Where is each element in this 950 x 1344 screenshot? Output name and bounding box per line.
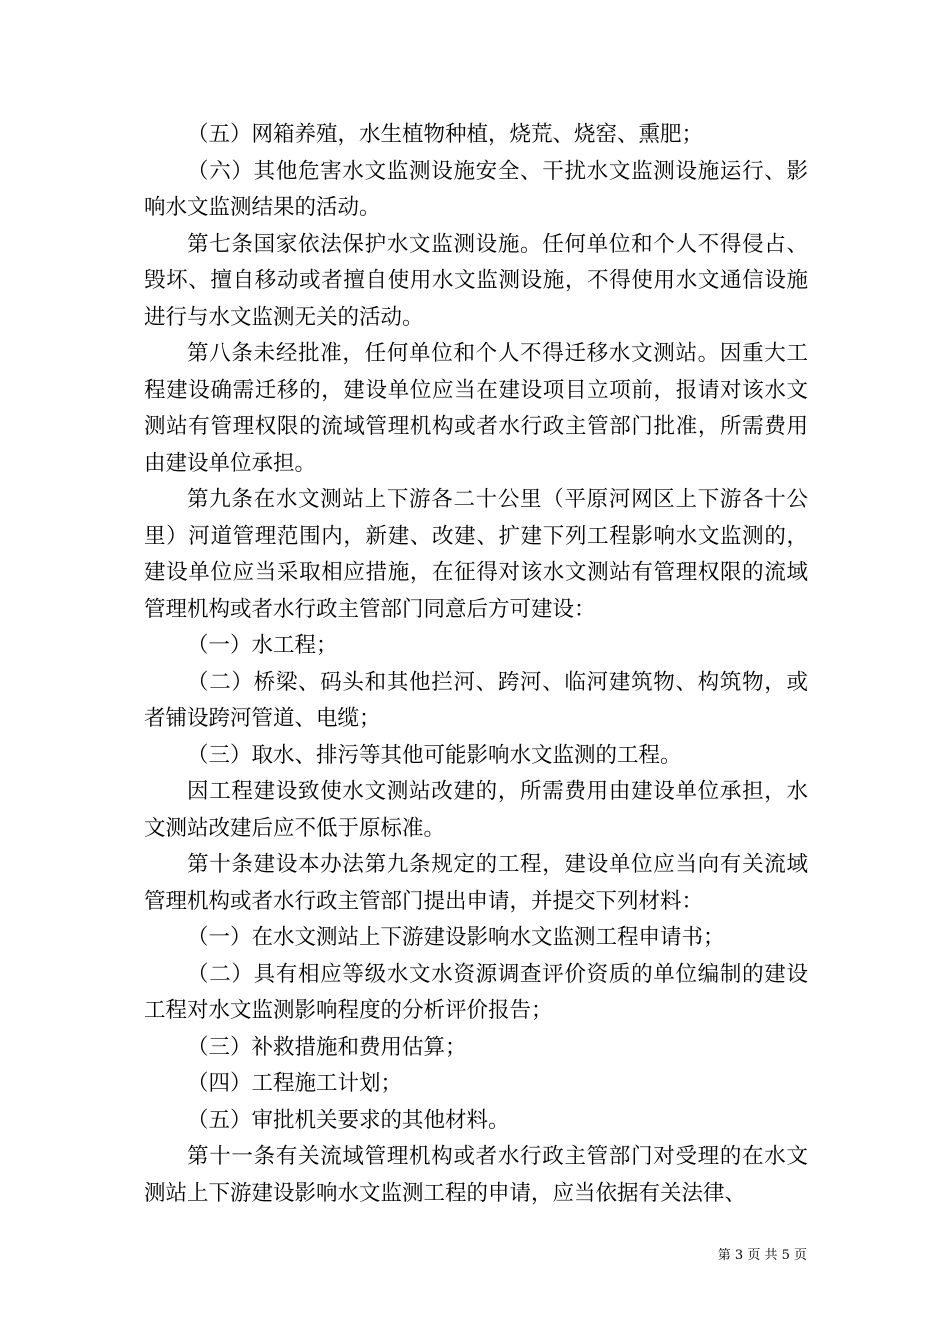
- page-number: 第 3 页 共 5 页: [717, 1248, 807, 1263]
- paragraph: 因工程建设致使水文测站改建的，所需费用由建设单位承担，水文测站改建后应不低于原标准。: [144, 779, 808, 841]
- paragraph: 第七条国家依法保护水文监测设施。任何单位和个人不得侵占、毁坏、擅自移动或者擅自使用水文监测设施，不得使用水文通信设施进行与水文监测无关的活动。: [144, 231, 808, 330]
- paragraph: （二）桥梁、码头和其他拦河、跨河、临河建筑物、构筑物，或者铺设跨河管道、电缆；: [144, 669, 808, 731]
- paragraph: （四）工程施工计划；: [187, 1071, 403, 1096]
- paragraph: （二）具有相应等级水文水资源调查评价资质的单位编制的建设工程对水文监测影响程度的分析评价报告；: [144, 961, 808, 1023]
- paragraph: 第十一条有关流域管理机构或者水行政主管部门对受理的在水文测站上下游建设影响水文监测工程的申请，应当依据有关法律、: [144, 1144, 808, 1206]
- paragraph: （三）取水、排污等其他可能影响水文监测的工程。: [187, 742, 682, 768]
- paragraph: 第八条未经批准，任何单位和个人不得迁移水文测站。因重大工程建设确需迁移的，建设单位应当在建设项目立项前，报请对该水文测站有管理权限的流域管理机构或者水行政主管部门批准，所需费用由建设单位承担。: [144, 341, 808, 476]
- paragraph: （三）补救措施和费用估算；: [187, 1034, 467, 1060]
- paragraph: （五）网箱养殖，水生植物种植，烧荒、烧窑、熏肥；: [187, 122, 704, 147]
- paragraph: （一）在水文测站上下游建设影响水文监测工程申请书；: [187, 925, 725, 950]
- paragraph: 第九条在水文测站上下游各二十公里（平原河网区上下游各十公里）河道管理范围内，新建、改建、扩建下列工程影响水文监测的，建设单位应当采取相应措施，在征得对该水文测站有管理权限的流域管理机构或者水行政主管部门同意后方可建设：: [144, 487, 808, 622]
- paragraph: （五）审批机关要求的其他材料。: [187, 1107, 510, 1133]
- paragraph: （六）其他危害水文监测设施安全、干扰水文监测设施运行、影响水文监测结果的活动。: [144, 158, 808, 220]
- document-body: [144, 117, 808, 1212]
- paragraph: 第十条建设本办法第九条规定的工程，建设单位应当向有关流域管理机构或者水行政主管部门提出申请，并提交下列材料：: [144, 852, 808, 914]
- paragraph: （一）水工程；: [187, 633, 338, 658]
